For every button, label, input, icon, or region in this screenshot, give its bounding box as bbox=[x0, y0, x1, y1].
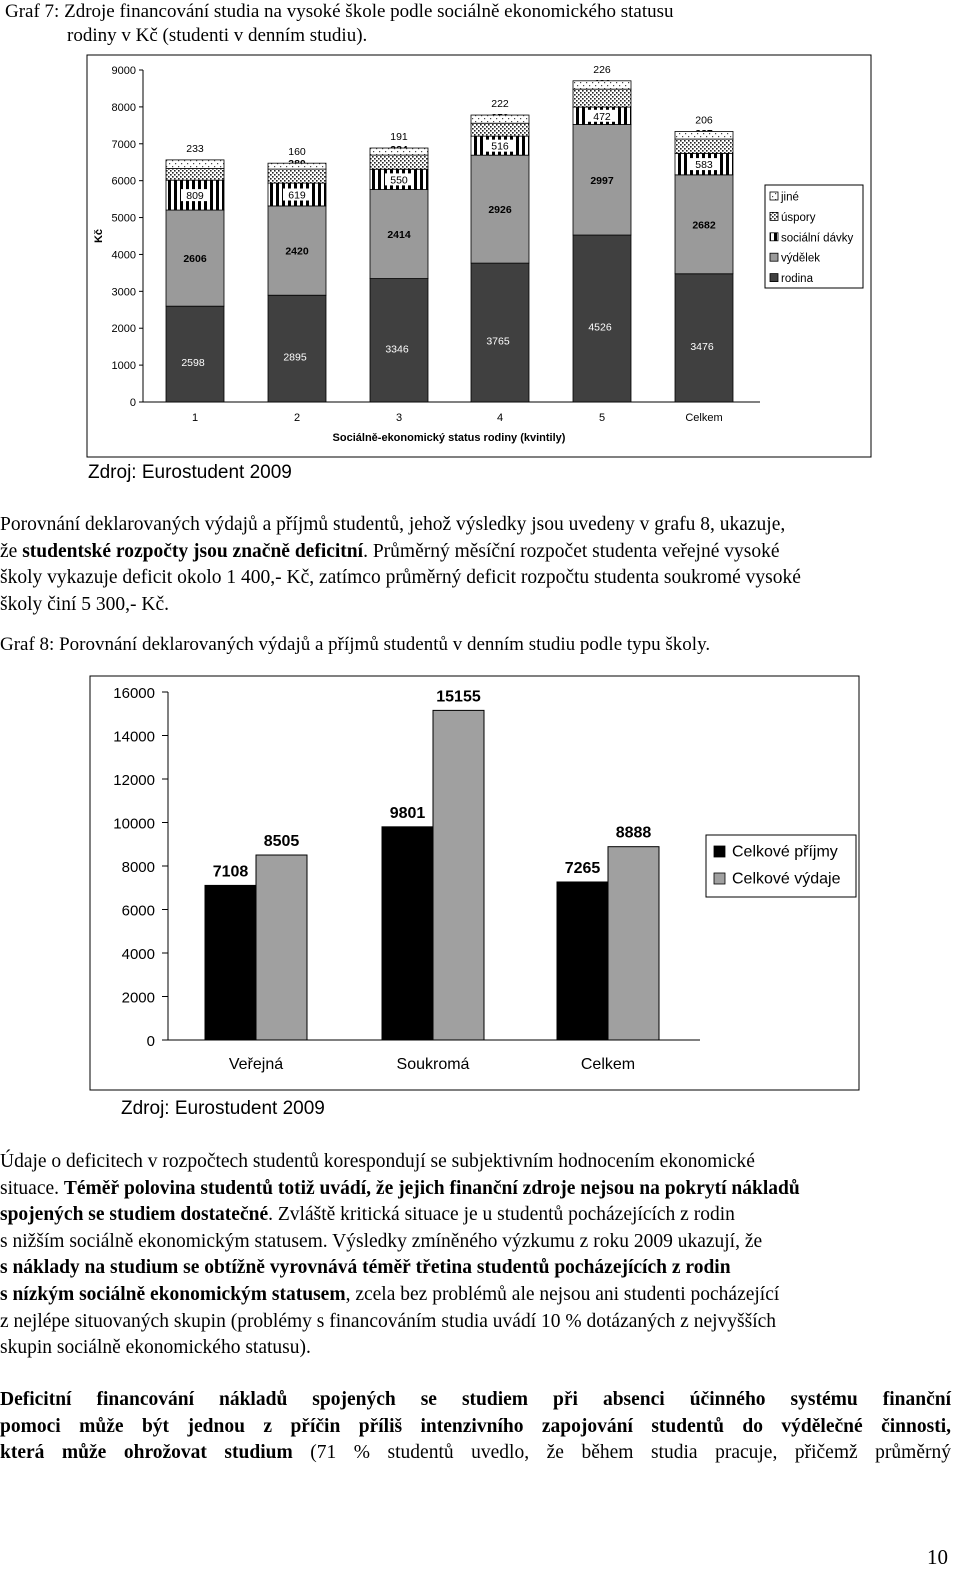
bold-emphasis: která může ohrožovat studium bbox=[0, 1442, 293, 1464]
graph7-y-tick-label: 2000 bbox=[111, 323, 136, 336]
graph7-caption-line2: rodiny v Kč (studenti v denním studiu). bbox=[67, 25, 368, 46]
graph7-data-label: 619 bbox=[288, 189, 306, 202]
paragraph-3-line-2: pomoci může být jednou z příčin příliš intenzivního zapojování studentů do výdělečné činnosti, bbox=[0, 1415, 951, 1437]
graph7-bar-segment bbox=[573, 89, 631, 107]
graph7-bar-segment bbox=[370, 155, 428, 169]
graph7-legend-label: jiné bbox=[781, 191, 799, 204]
graph7-bar-segment bbox=[573, 81, 631, 89]
graph8-legend-swatch bbox=[714, 846, 725, 857]
graph7-x-tick-label: 2 bbox=[293, 412, 301, 424]
graph7-bar-segment bbox=[675, 274, 733, 402]
graph7-data-label: 583 bbox=[695, 159, 713, 172]
graph7-data-label: 2926 bbox=[488, 204, 512, 217]
graph7-data-label: 160 bbox=[288, 146, 306, 159]
graph7-legend-swatch bbox=[770, 212, 778, 220]
graph7-y-tick-label: 3000 bbox=[111, 286, 136, 299]
bold-emphasis: spojených se studiem dostatečné bbox=[0, 1204, 269, 1226]
graph7-ylabel: Kč bbox=[93, 228, 105, 244]
graph7-bar-segment bbox=[471, 115, 529, 123]
graph8-y-tick-label: 2000 bbox=[121, 989, 155, 1007]
graph8-y-tick-label: 6000 bbox=[121, 902, 155, 920]
graph7-data-label: 206 bbox=[695, 114, 713, 127]
graph7-data-label: 3476 bbox=[690, 340, 714, 353]
graph7-bar-segment bbox=[268, 163, 326, 169]
graph7-data-label: 2598 bbox=[181, 357, 205, 370]
paragraph-2-line-8: skupin sociálně ekonomického statusu). bbox=[0, 1337, 311, 1359]
graph7-bar-segment bbox=[675, 139, 733, 153]
bold-emphasis: Téměř polovina studentů totiž uvádí, že jejich finanční zdroje nejsou na pokrytí nákladů bbox=[63, 1177, 800, 1199]
graph7-legend-swatch bbox=[770, 192, 778, 200]
graph7-bar-segment bbox=[675, 131, 733, 139]
graph7-data-label: 3346 bbox=[385, 343, 409, 356]
graph7-y-tick-label: 5000 bbox=[111, 212, 136, 225]
graph8-caption: Graf 8: Porovnání deklarovaných výdajů a příjmů studentů v denním studiu podle typu školy. bbox=[0, 634, 711, 655]
graph7-x-tick-label: 1 bbox=[191, 412, 199, 424]
graph8-x-tick-label: Soukromá bbox=[396, 1056, 470, 1073]
paragraph-2-line-5: s náklady na studium se obtížně vyrovnává téměř třetina studentů pocházejících z rodin bbox=[0, 1257, 731, 1279]
graph8-y-tick-label: 10000 bbox=[113, 815, 155, 833]
paragraph-1-line-2: že studentské rozpočty jsou značně deficitní. Průměrný měsíční rozpočet studenta veřejné vysoké bbox=[0, 540, 780, 562]
graph7-y-tick-label: 0 bbox=[129, 397, 136, 409]
graph7-bar-segment bbox=[370, 279, 428, 402]
graph8-legend-swatch bbox=[714, 873, 725, 884]
graph8-y-tick-label: 12000 bbox=[113, 772, 155, 789]
paragraph-2 bbox=[0, 1149, 951, 1362]
graph8-y-tick-label: 4000 bbox=[121, 946, 155, 963]
graph7-data-label: 516 bbox=[491, 140, 509, 153]
paragraph-2-line-3: spojených se studiem dostatečné. Zvláště kritická situace je u studentů pocházejících z rodin bbox=[0, 1204, 735, 1226]
bold-emphasis: studentské rozpočty jsou značně deficitní bbox=[22, 540, 364, 562]
graph7-data-label: 2414 bbox=[387, 229, 411, 242]
graph8-bar bbox=[608, 847, 659, 1040]
graph7-bar-segment bbox=[268, 169, 326, 183]
graph7-data-label: 809 bbox=[186, 190, 204, 203]
paragraph-3 bbox=[0, 1387, 951, 1467]
graph7-data-label: 472 bbox=[593, 110, 611, 123]
graph7-data-label: 2682 bbox=[692, 219, 716, 232]
paragraph-2-line-2: situace. Téměř polovina studentů totiž uvádí, že jejich finanční zdroje nejsou na pokrytí nákladů bbox=[0, 1177, 800, 1199]
graph7-data-label: 226 bbox=[593, 63, 611, 76]
graph7-data-label: 2997 bbox=[590, 174, 614, 187]
graph8-bar bbox=[557, 882, 608, 1040]
graph7-legend-swatch bbox=[770, 274, 778, 282]
graph7-legend-label: sociální dávky bbox=[781, 232, 854, 245]
paragraph-1 bbox=[0, 512, 951, 618]
paragraph-2-line-7: z nejlépe situovaných skupin (problémy s financováním studia uvádí 10 % dotázaných z nejvyšších bbox=[0, 1310, 777, 1332]
graph7-x-tick-label: 4 bbox=[496, 412, 504, 424]
graph7-data-label: 2895 bbox=[283, 351, 307, 364]
graph8-bar bbox=[256, 855, 307, 1040]
paragraph-2-line-1: Údaje o deficitech v rozpočtech studentů korespondují se subjektivním hodnocením ekonomické bbox=[0, 1151, 755, 1172]
graph7-data-label: 550 bbox=[390, 174, 408, 187]
graph7-y-tick-label: 7000 bbox=[111, 138, 136, 151]
graph7-y-tick-label: 4000 bbox=[111, 249, 136, 262]
graph7-bar-segment bbox=[166, 168, 224, 180]
paragraph-2-line-6: s nízkým sociálně ekonomickým statusem, zcela bez problémů ale nejsou ani studenti pocházející bbox=[0, 1283, 780, 1305]
graph8-bar bbox=[433, 710, 484, 1040]
graph8-y-tick-label: 0 bbox=[146, 1033, 155, 1050]
graph8-x-tick-label: Veřejná bbox=[228, 1056, 284, 1073]
graph8-data-label: 8505 bbox=[263, 833, 300, 851]
graph8-bar bbox=[205, 885, 256, 1040]
graph7-x-tick-label: 5 bbox=[598, 412, 606, 424]
graph7-y-tick-label: 8000 bbox=[111, 101, 136, 114]
graph7-caption-line1: Graf 7: Zdroje financování studia na vysoké škole podle sociálně ekonomického statusu bbox=[5, 1, 674, 22]
graph7-data-label: 3765 bbox=[486, 335, 510, 348]
graph8-data-label: 15155 bbox=[436, 688, 481, 706]
graph8-data-label: 7265 bbox=[564, 859, 601, 877]
graph7-legend-swatch bbox=[770, 233, 778, 241]
graph8-y-tick-label: 14000 bbox=[113, 728, 155, 746]
graph8-legend-label: Celkové výdaje bbox=[732, 870, 841, 888]
graph7-data-label: 233 bbox=[186, 142, 204, 155]
graph7-y-tick-label: 9000 bbox=[111, 65, 136, 77]
paragraph-2-line-4: s nižším sociálně ekonomickým statusem. Výsledky zmíněného výzkumu z roku 2009 ukazují, že bbox=[0, 1230, 763, 1252]
graph8-source: Zdroj: Eurostudent 2009 bbox=[121, 1098, 325, 1119]
graph7-legend-label: výdělek bbox=[781, 252, 820, 265]
graph7-legend-label: rodina bbox=[781, 273, 813, 286]
graph8-data-label: 7108 bbox=[212, 863, 249, 881]
graph7-bar-segment bbox=[471, 123, 529, 136]
graph7-data-label: 2420 bbox=[285, 245, 309, 258]
graph8-bar bbox=[382, 827, 433, 1040]
graph7-legend-label: úspory bbox=[781, 211, 816, 224]
graph8-y-tick-label: 8000 bbox=[121, 859, 155, 876]
graph7-data-label: 2606 bbox=[183, 253, 207, 266]
graph7-bar-segment bbox=[268, 295, 326, 402]
graph7-bar-segment bbox=[573, 235, 631, 402]
graph7-bar-segment bbox=[370, 148, 428, 155]
page-number: 10 bbox=[927, 1545, 948, 1569]
graph7-data-label: 222 bbox=[491, 98, 509, 111]
graph8-x-tick-label: Celkem bbox=[580, 1056, 636, 1073]
graph7-bar-segment bbox=[166, 306, 224, 402]
graph7-data-label: 4526 bbox=[588, 321, 612, 334]
graph7-x-tick-label: Celkem bbox=[685, 412, 723, 424]
graph8-y-tick-label: 16000 bbox=[113, 685, 155, 702]
graph7-source: Zdroj: Eurostudent 2009 bbox=[88, 462, 292, 483]
graph7-legend-swatch bbox=[770, 253, 778, 261]
graph7-y-tick-label: 1000 bbox=[111, 360, 136, 373]
paragraph-1-line-4: školy činí 5 300,- Kč. bbox=[0, 593, 169, 615]
paragraph-1-line-3: školy vykazuje deficit okolo 1 400,- Kč, zatímco průměrný deficit rozpočtu studenta soukromé vysoké bbox=[0, 567, 801, 589]
graph8-chart bbox=[0, 660, 960, 1140]
graph7-bar-segment bbox=[166, 160, 224, 169]
graph7-bar-segment bbox=[471, 263, 529, 402]
graph8-data-label: 8888 bbox=[615, 824, 652, 842]
bold-emphasis: s nízkým sociálně ekonomickým statusem bbox=[0, 1283, 346, 1305]
graph8-data-label: 9801 bbox=[389, 804, 426, 822]
graph7-y-tick-label: 6000 bbox=[111, 175, 136, 188]
paragraph-1-line-1: Porovnání deklarovaných výdajů a příjmů studentů, jehož výsledky jsou uvedeny v grafu 8, ukazuje, bbox=[0, 514, 786, 535]
graph7-x-tick-label: 3 bbox=[395, 412, 403, 424]
paragraph-3-line-3: která může ohrožovat studium (71 % studentů uvedlo, že během studia pracuje, přičemž průměrný bbox=[0, 1442, 951, 1464]
graph7-data-label: 191 bbox=[390, 131, 408, 144]
graph7-chart bbox=[0, 0, 960, 460]
graph7-xlabel: Sociálně-ekonomický status rodiny (kvintily) bbox=[332, 432, 566, 444]
graph8-legend-label: Celkové příjmy bbox=[732, 843, 838, 861]
paragraph-3-line-1: Deficitní financování nákladů spojených se studiem při absenci účinného systému finanční bbox=[0, 1389, 951, 1410]
